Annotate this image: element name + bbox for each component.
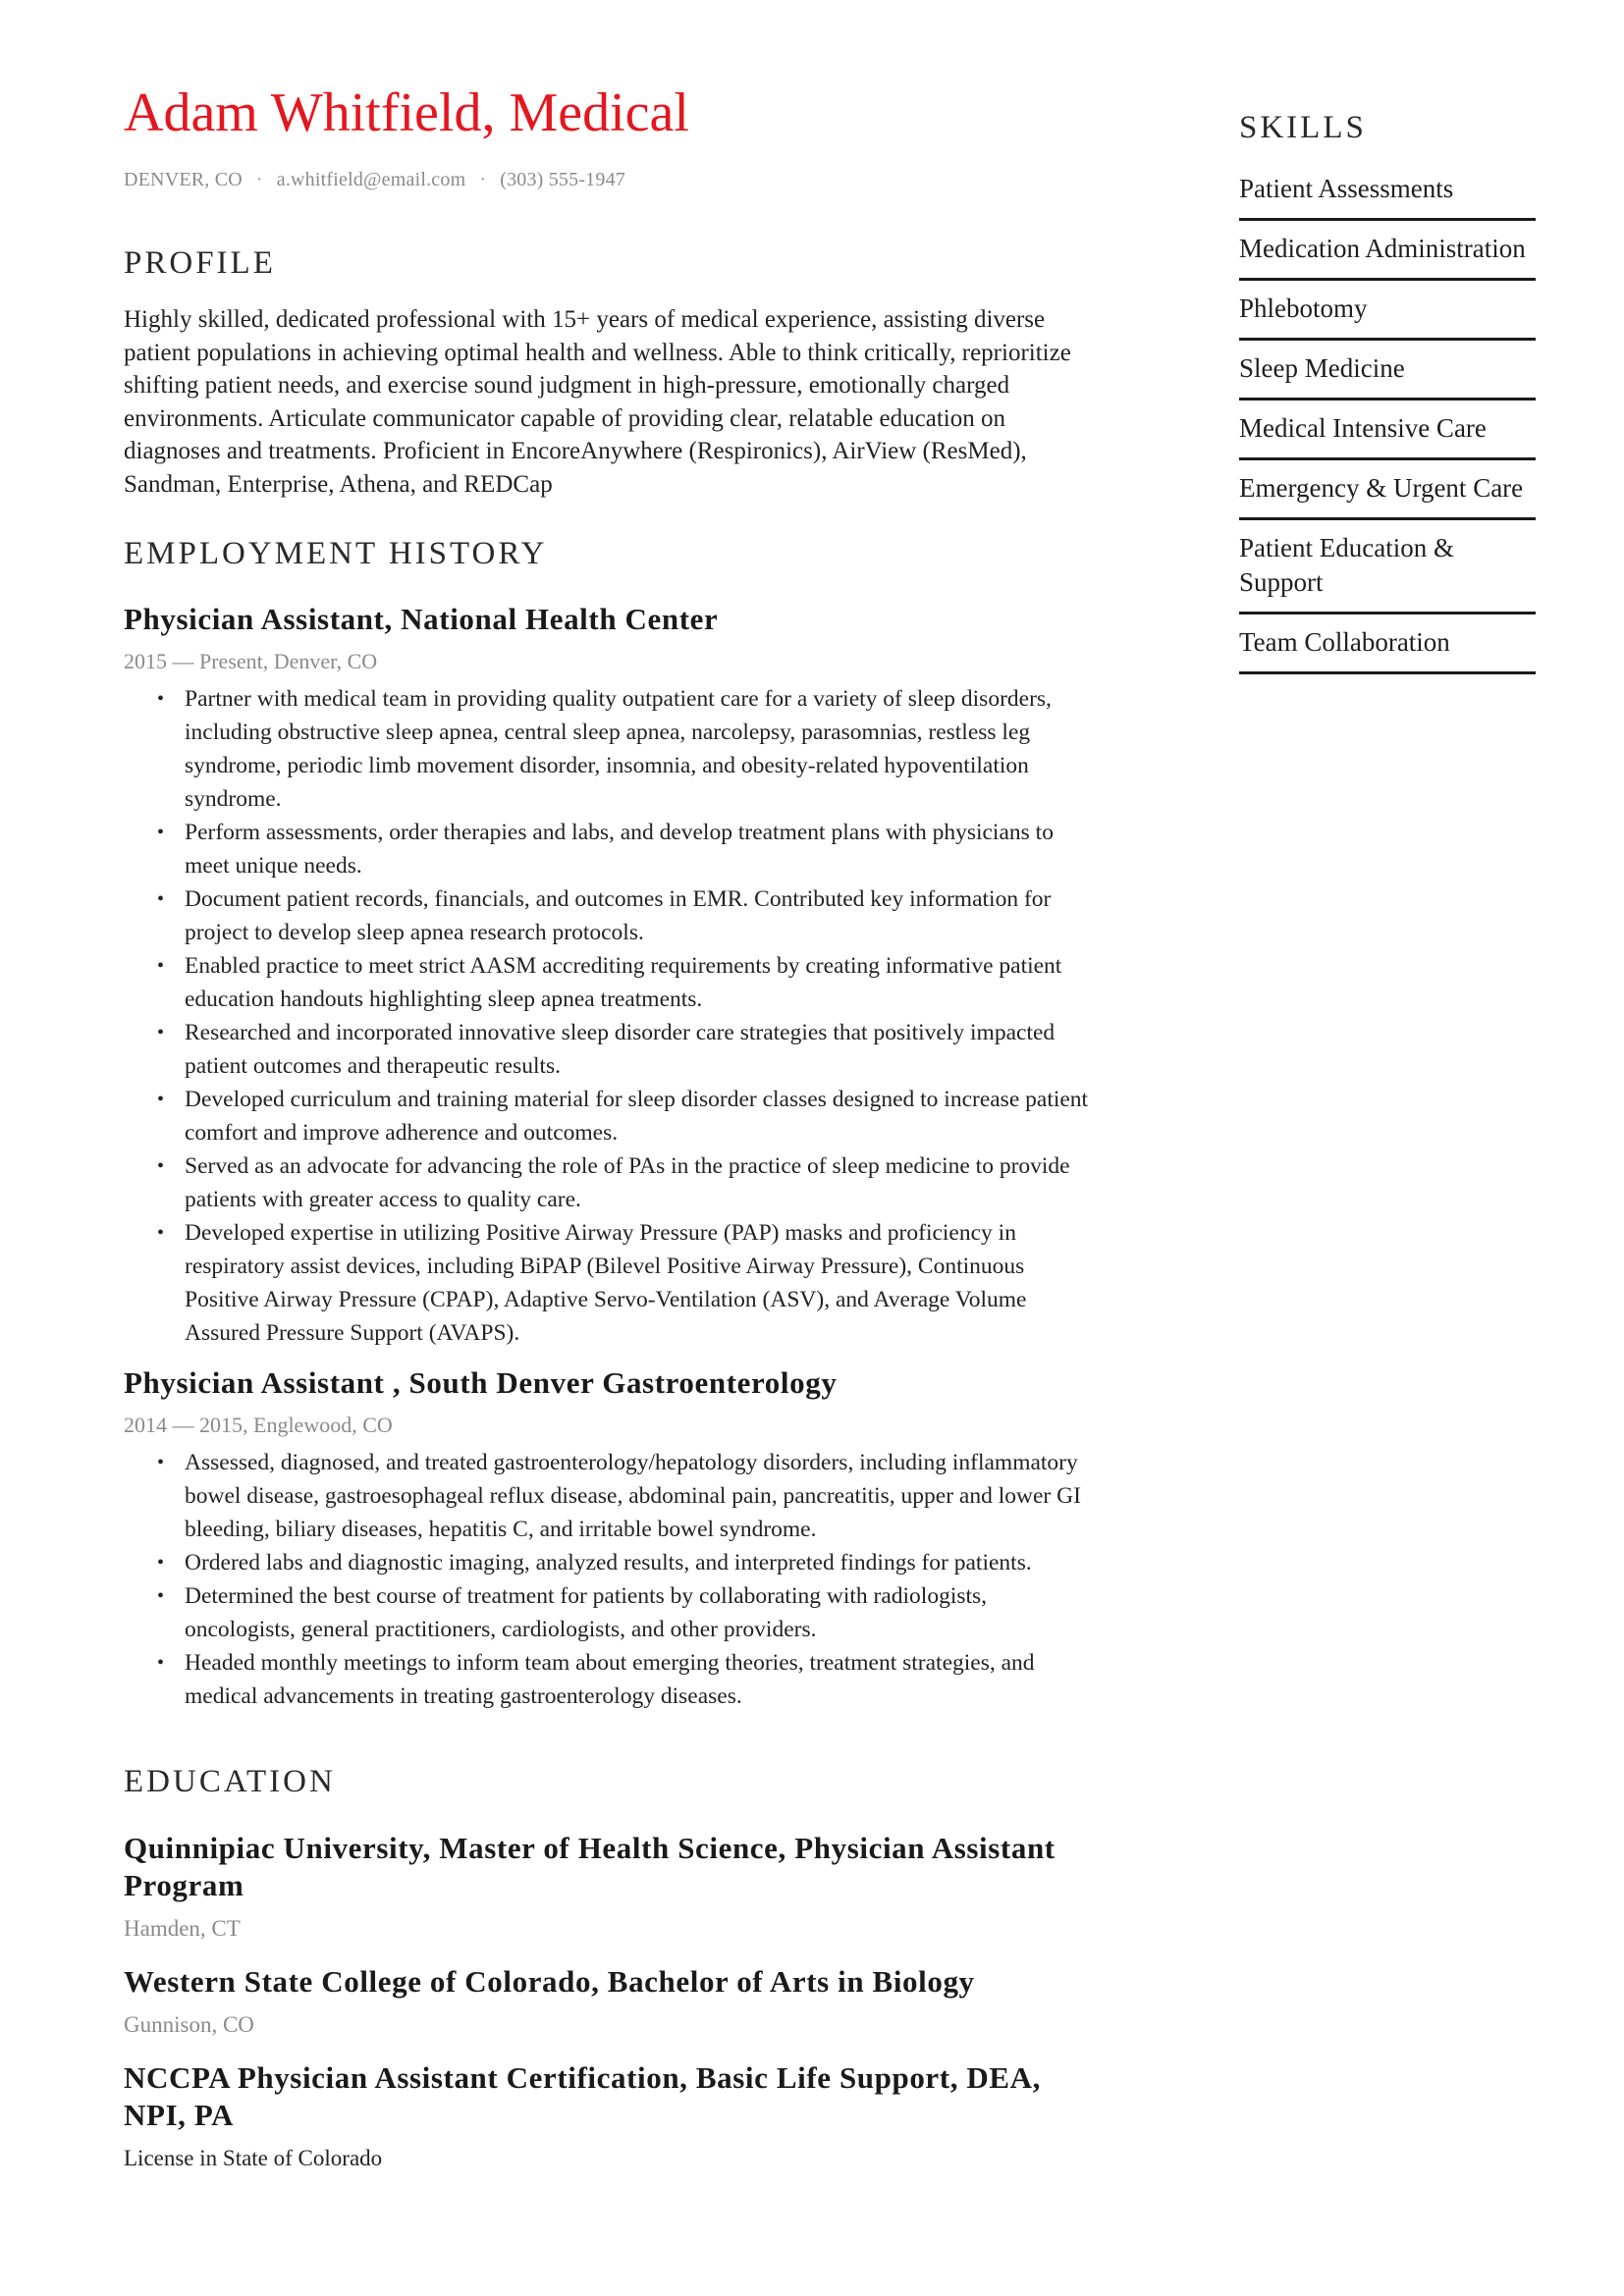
skill-item: Medical Intensive Care bbox=[1239, 400, 1536, 460]
bullet-icon: • bbox=[157, 1652, 165, 1674]
skill-item: Emergency & Urgent Care bbox=[1239, 460, 1536, 520]
bullet-item: • Determined the best course of treatment for patients by collaborating with radiologists, oncologists, general practitioners, cardiologists, and other providers. bbox=[185, 1579, 1096, 1646]
bullet-icon: • bbox=[157, 1585, 165, 1607]
bullet-icon: • bbox=[157, 822, 165, 843]
certification-note: License in State of Colorado bbox=[124, 2146, 383, 2170]
bullet-item: • Document patient records, financials, and outcomes in EMR. Contributed key information for project to develop sleep apnea research protocols. bbox=[185, 882, 1096, 949]
separator: · bbox=[479, 169, 487, 190]
degree-title: Western State College of Colorado, Bachelor of Arts in Biology bbox=[124, 1964, 975, 1999]
contact-line bbox=[124, 169, 1096, 191]
bullet-icon: • bbox=[157, 1222, 165, 1244]
education-entry bbox=[124, 2059, 1096, 2171]
skill-item: Patient Assessments bbox=[1239, 172, 1536, 221]
main-column bbox=[124, 79, 1096, 2171]
certification-title: NCCPA Physician Assistant Certification, Basic Life Support, DEA, NPI, PA bbox=[124, 2060, 1042, 2132]
education-entry bbox=[124, 1963, 1096, 2038]
skill-item: Phlebotomy bbox=[1239, 281, 1536, 341]
bullet-item: • Partner with medical team in providing quality outpatient care for a variety of sleep disorders, including obstructive sleep apnea, central sleep apnea, narcolepsy, parasomnias, restless leg syndrome, periodic limb movement disorder, insomnia, and obesity-related hypoventilation syndrome. bbox=[185, 682, 1096, 816]
phone: (303) 555-1947 bbox=[500, 169, 625, 190]
email-link[interactable]: a.whitfield@email.com bbox=[276, 169, 466, 190]
separator: · bbox=[255, 169, 263, 190]
bullet-item: • Headed monthly meetings to inform team about emerging theories, treatment strategies, and medical advancements in treating gastroenterology diseases. bbox=[185, 1646, 1096, 1713]
job-title: Physician Assistant, National Health Center bbox=[124, 602, 719, 636]
bullet-icon: • bbox=[157, 1022, 165, 1043]
profile-heading: PROFILE bbox=[124, 245, 276, 281]
bullet-icon: • bbox=[157, 955, 165, 977]
candidate-name: Adam Whitfield, Medical bbox=[124, 82, 689, 143]
job-title: Physician Assistant , South Denver Gastroenterology bbox=[124, 1365, 838, 1400]
skill-item: Patient Education & Support bbox=[1239, 520, 1536, 614]
job-entry bbox=[124, 1365, 1096, 1713]
bullet-item: • Enabled practice to meet strict AASM accrediting requirements by creating informative patient education handouts highlighting sleep apnea treatments. bbox=[185, 949, 1096, 1016]
bullet-icon: • bbox=[157, 1552, 165, 1574]
bullet-icon: • bbox=[157, 1452, 165, 1473]
sidebar-column bbox=[1239, 110, 1536, 674]
education-location: Gunnison, CO bbox=[124, 2012, 254, 2037]
bullet-item: • Perform assessments, order therapies and labs, and develop treatment plans with physicians to meet unique needs. bbox=[185, 816, 1096, 882]
skill-item: Medication Administration bbox=[1239, 221, 1536, 281]
skills-heading: SKILLS bbox=[1239, 110, 1367, 145]
job-bullets bbox=[157, 1446, 1096, 1713]
bullet-item: • Developed expertise in utilizing Positive Airway Pressure (PAP) masks and proficiency in respiratory assist devices, including BiPAP (Bilevel Positive Airway Pressure), Continuous Positive Airway Pressure (CPAP), Adaptive Servo-Ventilation (ASV), and Average Volume Assured Pressure Support (AVAPS). bbox=[185, 1216, 1096, 1350]
education-entry bbox=[124, 1830, 1096, 1942]
profile-summary: Highly skilled, dedicated professional with 15+ years of medical experience, assisting diverse patient populations in achieving optimal health and wellness. Able to think critically, reprioritize shifting patient needs, and exercise sound judgment in high-pressure, emotionally charged environments. Articulate communicator capable of providing clear, relatable education on diagnoses and treatments. Proficient in EncoreAnywhere (Respironics), AirView (ResMed), Sandman, Enterprise, Athena, and REDCap bbox=[124, 306, 1071, 498]
bullet-item: • Developed curriculum and training material for sleep disorder classes designed to increase patient comfort and improve adherence and outcomes. bbox=[185, 1083, 1096, 1149]
job-entry bbox=[124, 602, 1096, 1350]
bullet-item: • Assessed, diagnosed, and treated gastroenterology/hepatology disorders, including inflammatory bowel disease, gastroesophageal reflux disease, abdominal pain, pancreatitis, upper and lower GI bleeding, biliary diseases, hepatitis C, and irritable bowel syndrome. bbox=[185, 1446, 1096, 1546]
job-dates-location: 2015 — Present, Denver, CO bbox=[124, 649, 378, 673]
bullet-icon: • bbox=[157, 888, 165, 910]
degree-title: Quinnipiac University, Master of Health Science, Physician Assistant Program bbox=[124, 1831, 1056, 1902]
job-bullets bbox=[157, 682, 1096, 1350]
skills-list bbox=[1239, 172, 1536, 674]
bullet-icon: • bbox=[157, 1089, 165, 1110]
employment-heading: EMPLOYMENT HISTORY bbox=[124, 536, 548, 571]
education-heading: EDUCATION bbox=[124, 1764, 336, 1799]
bullet-item: • Served as an advocate for advancing the role of PAs in the practice of sleep medicine to provide patients with greater access to quality care. bbox=[185, 1149, 1096, 1216]
bullet-item: • Researched and incorporated innovative sleep disorder care strategies that positively impacted patient outcomes and therapeutic results. bbox=[185, 1016, 1096, 1083]
bullet-icon: • bbox=[157, 688, 165, 710]
job-dates-location: 2014 — 2015, Englewood, CO bbox=[124, 1413, 393, 1437]
education-location: Hamden, CT bbox=[124, 1916, 241, 1941]
skill-item: Team Collaboration bbox=[1239, 614, 1536, 674]
bullet-item: • Ordered labs and diagnostic imaging, analyzed results, and interpreted findings for patients. bbox=[185, 1546, 1096, 1579]
bullet-icon: • bbox=[157, 1155, 165, 1177]
skill-item: Sleep Medicine bbox=[1239, 341, 1536, 400]
location: DENVER, CO bbox=[124, 169, 243, 190]
